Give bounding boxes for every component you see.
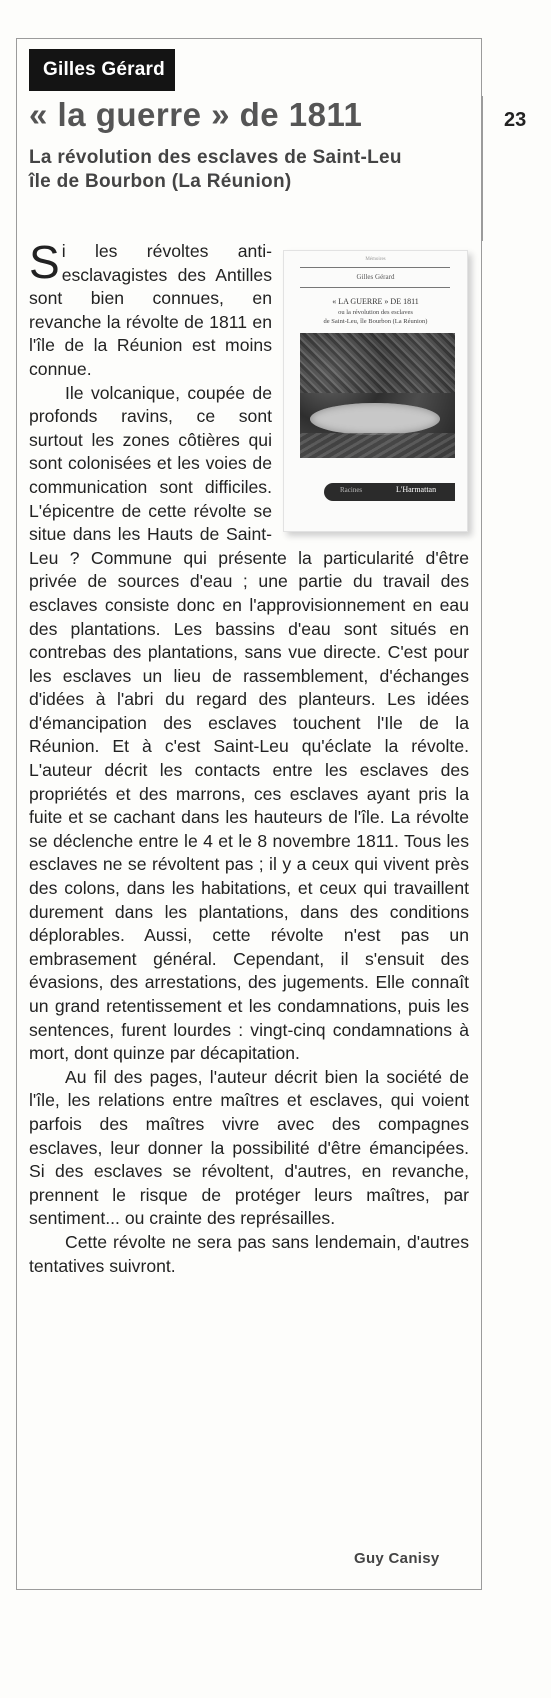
- author-name: Gilles Gérard: [43, 59, 165, 80]
- article-subtitle: [29, 146, 402, 194]
- paragraph-2: Ile volcanique, coupée de profonds ravins, ce sont surtout les zones côtières qui sont colonisées et les voies de communication sont difficiles. L'épicentre de cette révolte se situe dans les Hauts de Saint-Leu ? Commune qui présente la particularité d'être privée de sources d'eau ; une partie du travail des esclaves consiste donc en l'approvisionnement en eau des plantations. Les bassins d'eau sont situés en contrebas des plantations, sans vue directe. C'est pour les esclaves un lieu de rassemblement, d'échanges d'idées à l'abri du regard des planteurs. Les idées d'émancipation des esclaves touchent l'Ile de la Réunion. Et à c'est Saint-Leu qu'éclate la révolte. L'auteur décrit les contacts entre les esclaves des propriétés et des marrons, ces esclaves ayant pris la fuite et se cachant dans les hauteurs de l'île. La révolte se déclenche entre le 4 et le 8 novembre 1811. Tous les esclaves ne se révoltent pas ; il y a ceux qui vivent près des colons, dans les habitations, et ceux qui travaillent durement dans les plantations, dans des conditions déplorables. Aussi, cette révolte n'est pas un embrasement général. Cependant, il s'ensuit des évasions, des arrestations, des jugements. Elle connaît un grand retentissement et les condamnations, puis les sentences, furent lourdes : vingt-cinq condamnations à mort, dont quinze par décapitation.: [29, 382, 469, 1064]
- reviewer-signature: Guy Canisy: [354, 1550, 440, 1567]
- paragraph-3: Au fil des pages, l'auteur décrit bien la société de l'île, les relations entre maîtres et esclaves, qui voient parfois des maîtres vivre avec des compagnes esclaves, leur donner la possibilité d'être émancipées. Si des esclaves se révoltent, d'autres, en revanche, prennent le risque de protéger leurs maîtres, par sentiment... ou crainte des représailles.: [29, 1066, 469, 1229]
- cover-publisher-logo: L'Harmattan: [396, 485, 437, 494]
- cover-series: Mémoires: [365, 257, 386, 262]
- page-number: 23: [504, 109, 527, 131]
- header-divider: [482, 96, 483, 241]
- author-banner: [29, 49, 175, 91]
- subtitle-line-2: île de Bourbon (La Réunion): [29, 171, 292, 192]
- cover-collection: Racines: [340, 486, 363, 494]
- cover-subtitle-2: de Saint-Leu, île Bourbon (La Réunion): [323, 318, 428, 325]
- article-body: [29, 236, 469, 1278]
- cover-author: Gilles Gérard: [356, 273, 395, 281]
- drop-cap: S: [29, 236, 60, 288]
- paragraph-4: Cette révolte ne sera pas sans lendemain, d'autres tentatives suivront.: [29, 1231, 469, 1276]
- article-title: « la guerre » de 1811: [29, 96, 363, 133]
- subtitle-line-1: La révolution des esclaves de Saint-Leu: [29, 147, 402, 168]
- paragraph-1-text: i les révoltes anti-esclavagistes des Antilles sont bien connues, en revanche la révolte de 1811 en l'île de la Réunion est moins connue.: [29, 241, 272, 379]
- cover-subtitle-1: ou la révolution des esclaves: [338, 309, 413, 316]
- cover-title: « LA GUERRE » DE 1811: [332, 297, 419, 306]
